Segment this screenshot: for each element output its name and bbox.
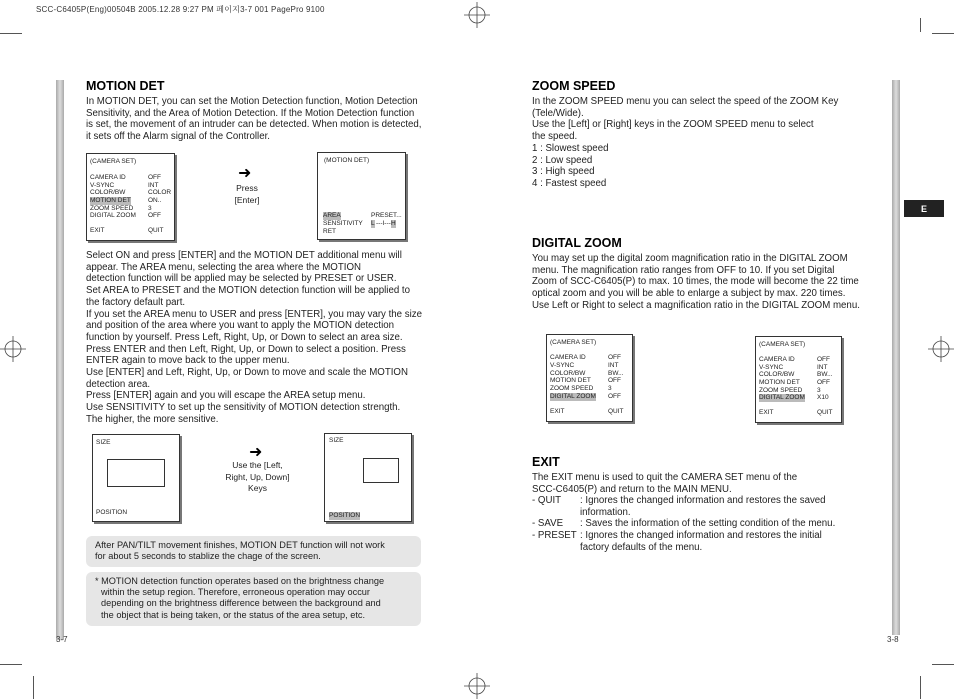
motion-det-intro: In MOTION DET, you can set the Motion Detection function, Motion Detection Sensitivity, and the Area of Motion Detection. If the Motion Detection function is set, the movement of an intruder can be detected. When motion is detected, it sets off the Alarm signal of the Controller. — [86, 96, 422, 143]
language-tab: E — [904, 200, 944, 217]
zoom-speed-title: ZOOM SPEED — [532, 79, 616, 93]
registration-mark-icon — [464, 673, 490, 699]
motion-det-title: MOTION DET — [86, 79, 165, 93]
brightness-note: * MOTION detection function operates based on the brightness change within the setup region. Therefore, erroneous operation may occur depending on the brightness difference between the background and the object that is being taken, or the status of the area setup, etc. — [86, 572, 421, 626]
position-area-rect — [363, 458, 399, 483]
size-area-rect — [107, 459, 165, 487]
motion-det-body: Select ON and press [ENTER] and the MOTION DET additional menu will appear. The AREA menu, selecting the area where the MOTION detection function will be applied may be selected by PRESET or USER. Set AREA to PRESET and the MOTION detection function will be applied to the factory default part. If you set the AREA menu to USER and press [ENTER], you may vary the size and position of the area where you want to apply the MOTION detection function by yourself. Press Left, Right, Up, or Down to select an area size. Press ENTER and then Left, Right, Up, or Down to select a position. Press ENTER again to move back to the upper menu. Use [ENTER] and Left, Right, Up, or Down to move and scale the MOTION detection area. Press [ENTER] again and you will escape the AREA setup menu. Use SENSITIVITY to set up the sensitivity of MOTION detection strength. The higher, the more sensitive. — [86, 250, 422, 425]
registration-mark-icon — [0, 336, 26, 362]
size-position-menu: SIZE POSITION — [324, 433, 412, 522]
press-enter-caption: Press [Enter] — [234, 183, 260, 205]
exit-quit-desc: : Ignores the changed information and restores the saved — [580, 495, 826, 506]
crop-mark — [0, 664, 22, 665]
exit-preset-desc: : Ignores the changed information and restores the initial — [580, 530, 822, 541]
exit-quit-desc: information. — [580, 507, 631, 518]
right-arrow-icon: ➜ — [238, 165, 252, 182]
motion-det-menu: (MOTION DET) AREA PRESET... SENSITIVITY L ---I--- H RET — [317, 152, 406, 240]
crop-mark — [920, 676, 921, 699]
digital-zoom-title: DIGITAL ZOOM — [532, 236, 622, 250]
right-page-number: 3-8 — [887, 635, 899, 644]
left-page-number: 3-7 — [56, 635, 68, 644]
camera-set-menu: (CAMERA SET) CAMERA ID OFF V-SYNC INT COLOR/BW BW... MOTION DET OFF ZOOM SPEED 3 DIGITAL ZOOM X10 EXIT QUIT — [755, 336, 842, 423]
use-keys-caption: Use the [Left, Right, Up, Down] Keys — [225, 460, 290, 493]
exit-intro: The EXIT menu is used to quit the CAMERA SET menu of the SCC-C6405(P) and return to the MAIN MENU. — [532, 472, 798, 495]
exit-save-key: - SAVE — [532, 518, 564, 529]
right-side-bar — [892, 80, 900, 635]
crop-mark — [0, 33, 22, 34]
exit-preset-key: - PRESET — [532, 530, 577, 541]
camera-set-menu: (CAMERA SET) CAMERA ID OFF V-SYNC INT COLOR/BW BW... MOTION DET OFF ZOOM SPEED 3 DIGITAL ZOOM OFF EXIT QUIT — [546, 334, 633, 422]
exit-preset-desc: factory defaults of the menu. — [580, 542, 703, 553]
registration-mark-icon — [464, 2, 490, 28]
crop-mark — [932, 33, 954, 34]
size-position-menu: SIZE POSITION — [92, 434, 180, 522]
exit-quit-key: - QUIT — [532, 495, 562, 506]
exit-save-desc: : Saves the information of the setting condition of the menu. — [580, 518, 836, 529]
crop-mark — [33, 676, 34, 699]
pan-tilt-note: After PAN/TILT movement finishes, MOTION DET function will not work for about 5 seconds to stablize the chage of the screen. — [86, 536, 421, 567]
left-side-bar — [56, 80, 64, 640]
registration-mark-icon — [928, 336, 954, 362]
crop-mark — [920, 18, 921, 32]
camera-set-menu: (CAMERA SET) CAMERA ID OFF V-SYNC INT COLOR/BW COLOR MOTION DET ON.. ZOOM SPEED 3 DIGITAL ZOOM OFF EXIT QUIT — [86, 153, 175, 241]
zoom-speed-body: In the ZOOM SPEED menu you can select the speed of the ZOOM Key (Tele/Wide). Use the [Left] or [Right] keys in the ZOOM SPEED menu to select the speed. 1 : Slowest speed 2 : Low speed 3 : High speed 4 : Fastest speed — [532, 96, 839, 189]
print-header: SCC-C6405P(Eng)00504B 2005.12.28 9:27 PM 페이지3-7 001 PagePro 9100 — [36, 5, 325, 14]
right-arrow-icon: ➜ — [249, 444, 263, 461]
digital-zoom-body: You may set up the digital zoom magnification ratio in the DIGITAL ZOOM menu. The magnification ratio ranges from OFF to 10. If you set Digital Zoom of SCC-C6405(P) to max. 10 times, the mode will become the 22 time optical zoom and you will be able to enlarge a subject by max. 220 times. Use Left or Right to select a magnification ratio in the DIGITAL ZOOM menu. — [532, 253, 860, 311]
exit-title: EXIT — [532, 455, 560, 469]
crop-mark — [932, 664, 954, 665]
